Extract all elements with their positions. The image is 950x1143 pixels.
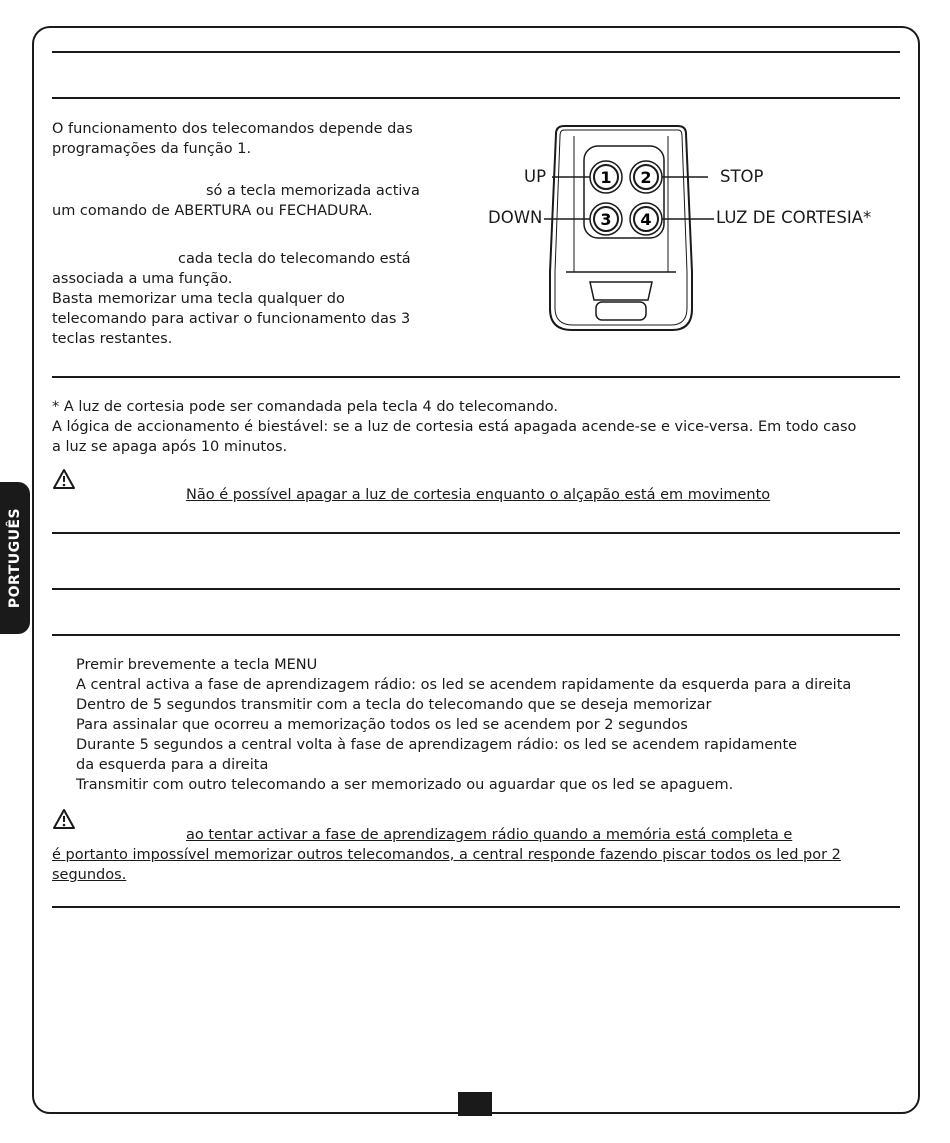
remote-button-1-label: 1 <box>600 168 612 187</box>
language-tab <box>0 482 30 634</box>
step-item: da esquerda para a direita <box>76 757 269 773</box>
section-rule <box>52 634 900 636</box>
memory-warning-line: segundos. <box>52 867 127 883</box>
label-stop: STOP <box>720 167 764 186</box>
step-item: Dentro de 5 segundos transmitir com a tecla do telecomando que se deseja memorizar <box>76 697 712 713</box>
mode2-line: cada tecla do telecomando está <box>178 251 411 267</box>
remote-keyring <box>596 302 646 320</box>
section-rule <box>52 51 900 53</box>
mode1-line: um comando de ABERTURA ou FECHADURA. <box>52 203 373 219</box>
page-number-block <box>458 1092 492 1116</box>
courtesy-warning: Não é possível apagar a luz de cortesia enquanto o alçapão está em movimento <box>186 487 771 503</box>
warning-icon <box>52 468 76 490</box>
courtesy-line: * A luz de cortesia pode ser comandada pela tecla 4 do telecomando. <box>52 399 559 415</box>
courtesy-line: a luz se apaga após 10 minutos. <box>52 439 288 455</box>
label-up: UP <box>524 167 547 186</box>
mode2-line: Basta memorizar uma tecla qualquer do <box>52 291 345 307</box>
warning-icon <box>52 808 76 830</box>
mode2-line: telecomando para activar o funcionamento das 3 <box>52 311 411 327</box>
section-rule <box>52 588 900 590</box>
memory-warning-line: ao tentar activar a fase de aprendizagem rádio quando a memória está completa e <box>186 827 793 843</box>
step-item: Transmitir com outro telecomando a ser memorizado ou aguardar que os led se apaguem. <box>76 777 734 793</box>
mode2-line: teclas restantes. <box>52 331 173 347</box>
mode2-line: associada a uma função. <box>52 271 233 287</box>
intro-line: O funcionamento dos telecomandos depende das <box>52 121 413 137</box>
label-down: DOWN <box>488 208 543 227</box>
memory-warning-line: é portanto impossível memorizar outros telecomandos, a central responde fazendo piscar todos os led por 2 <box>52 847 841 863</box>
section-rule <box>52 376 900 378</box>
courtesy-line: A lógica de accionamento é biestável: se a luz de cortesia está apagada acende-se e vice-versa. Em todo caso <box>52 419 857 435</box>
mode1-line: só a tecla memorizada activa <box>206 183 420 199</box>
section-rule <box>52 532 900 534</box>
remote-button-2-label: 2 <box>640 168 652 187</box>
section-rule <box>52 906 900 908</box>
remote-button-3-label: 3 <box>600 210 612 229</box>
step-item: Durante 5 segundos a central volta à fase de aprendizagem rádio: os led se acendem rapidamente <box>76 737 798 753</box>
label-courtesy-light: LUZ DE CORTESIA* <box>716 208 872 227</box>
intro-line: programações da função 1. <box>52 141 252 157</box>
step-item: Para assinalar que ocorreu a memorização todos os led se acendem por 2 segundos <box>76 717 688 733</box>
section-rule <box>52 97 900 99</box>
step-item: A central activa a fase de aprendizagem rádio: os led se acendem rapidamente da esquerda para a direita <box>76 677 852 693</box>
remote-button-4-label: 4 <box>640 210 652 229</box>
remote-drawing <box>486 124 898 336</box>
step-item: Premir brevemente a tecla MENU <box>76 657 318 673</box>
language-tab-label: PORTUGUÊS <box>7 507 23 609</box>
remote-slot <box>590 282 652 300</box>
remote-illustration <box>486 124 898 336</box>
